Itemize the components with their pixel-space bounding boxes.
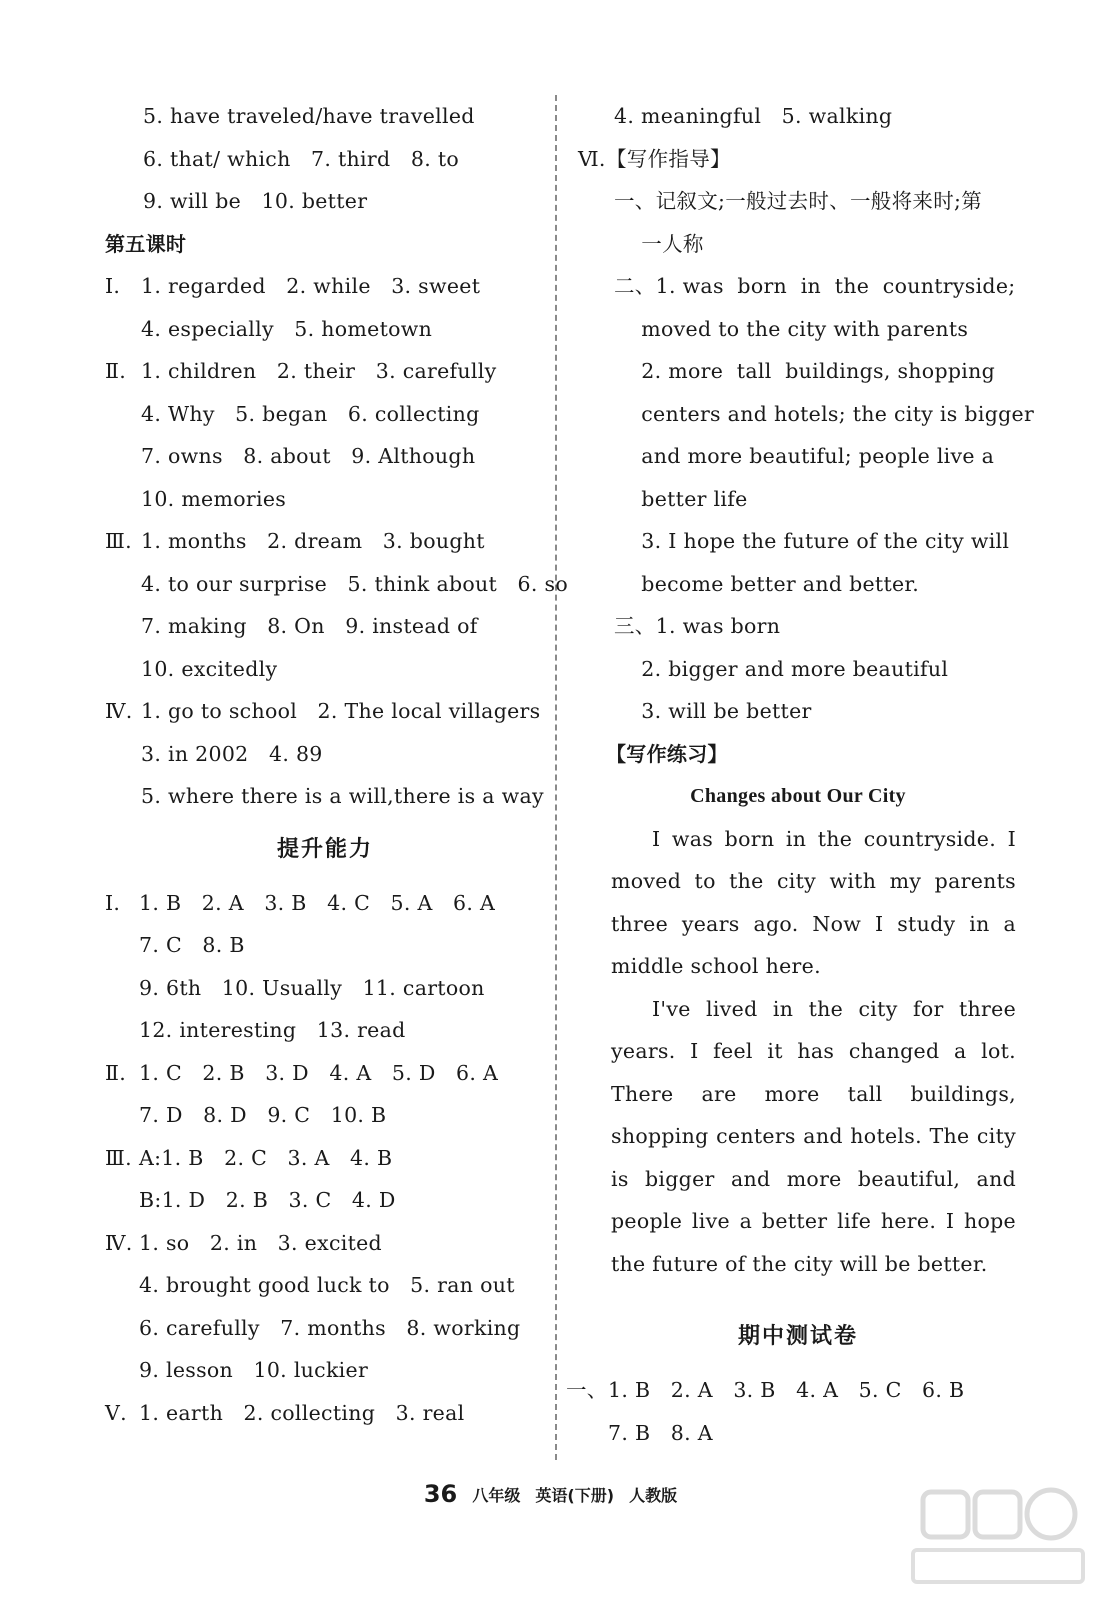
item-mark: Ⅱ. (105, 359, 127, 383)
left-lines-a (105, 95, 545, 223)
answer-line: B:1. D 2. B 3. C 4. D (139, 1188, 396, 1212)
answer-line: 12. interesting 13. read (139, 1018, 406, 1042)
answer-line: 9. 6th 10. Usually 11. cartoon (139, 975, 485, 1000)
answer-line: 6. that/ which 7. third 8. to (143, 146, 460, 171)
answer-line: 10. memories (141, 486, 287, 511)
answer-line: 4. especially 5. hometown (141, 316, 433, 341)
answer-line: 二、1. was born in the countryside; (614, 274, 1016, 298)
answer-line: 2. bigger and more beautiful (614, 656, 949, 681)
essay-title: Changes about Our City (690, 785, 906, 807)
left-lines-b (105, 265, 568, 818)
item-mark: Ⅰ. (105, 274, 121, 298)
answer-line: Ⅱ. 1. children 2. their 3. carefully (105, 350, 545, 393)
item-mark: Ⅵ. (578, 146, 606, 171)
answer-line: 3. will be better (614, 699, 812, 723)
writing-practice-heading: 【写作练习】 (606, 741, 728, 766)
item-mark: Ⅳ. (105, 699, 133, 723)
answer-line: 10. excitedly (141, 656, 278, 681)
answer-line: 3. in 2002 4. 89 (141, 741, 323, 766)
answer-line: 7. C 8. B (139, 933, 245, 957)
answer-line: become better and better. (614, 571, 920, 596)
answer-line: 5. where there is a will,there is a way (141, 784, 544, 808)
page-number: 36 (423, 1480, 458, 1508)
answer-line: Ⅲ. 1. months 2. dream 3. bought (105, 520, 545, 563)
item-mark: Ⅱ. (105, 1060, 127, 1085)
answer-line: moved to the city with parents (614, 316, 969, 341)
answer-line: 6. carefully 7. months 8. working (139, 1315, 521, 1340)
answer-line: 7. D 8. D 9. C 10. B (139, 1103, 387, 1127)
section-title-midterm: 期中测试卷 (737, 1324, 858, 1349)
answer-line: Ⅳ. 1. so 2. in 3. excited (105, 1222, 545, 1265)
right-column (566, 95, 1035, 1454)
answer-line: Ⅱ. 1. C 2. B 3. D 4. A 5. D 6. A (105, 1052, 545, 1095)
essay-paragraph-2: I've lived in the city for three years. I feel it has changed a lot. There are more tall buildings, shopping centers and hotels. The city is bigger and more beautiful, and people live a better life here. I hope the future of the city will be better. (611, 996, 1016, 1276)
answer-line: 3. I hope the future of the city will (614, 529, 1010, 553)
left-lines-c (105, 882, 545, 1435)
grade-label: 八年级 (472, 1485, 521, 1505)
answer-line: 4. to our surprise 5. think about 6. so (141, 571, 568, 596)
item-mark: Ⅰ. (105, 890, 121, 915)
answer-line: Ⅴ. 1. earth 2. collecting 3. real (105, 1392, 545, 1435)
item-mark: Ⅲ. (105, 529, 132, 553)
answer-line: 7. owns 8. about 9. Although (141, 444, 476, 468)
lesson-heading: 第五课时 (105, 231, 187, 256)
essay-paragraph-1: I was born in the countryside. I moved to the city with my parents three years ago. Now I study in a middle school here. (611, 826, 1016, 978)
answer-line: Ⅳ. 1. go to school 2. The local villagers (105, 690, 545, 733)
answer-line: 2. more tall buildings, shopping (614, 359, 996, 383)
answer-line: 9. lesson 10. luckier (139, 1358, 369, 1382)
answer-line: 4. meaningful 5. walking (614, 104, 893, 128)
answer-line: 一、记叙文;一般过去时、一般将来时;第 (614, 189, 983, 213)
answer-line: Ⅵ. 【写作指导】 (578, 138, 1018, 181)
section-title-improve: 提升能力 (276, 836, 373, 862)
answer-line: Ⅰ. 1. B 2. A 3. B 4. C 5. A 6. A (105, 882, 545, 925)
answer-line: 三、1. was born (614, 614, 781, 638)
answer-line: 4. Why 5. began 6. collecting (141, 401, 480, 426)
answer-line: Ⅲ. A:1. B 2. C 3. A 4. B (105, 1137, 545, 1180)
answer-line: and more beautiful; people live a (614, 444, 995, 468)
right-lines-a (578, 95, 1035, 775)
item-mark: Ⅲ. (105, 1145, 132, 1170)
answer-line: 7. B 8. A (608, 1420, 713, 1445)
subject-label: 英语(下册) (535, 1485, 615, 1505)
item-mark: Ⅳ. (105, 1230, 133, 1255)
answer-line: 一人称 (614, 231, 704, 256)
answer-line: better life (614, 486, 748, 511)
right-lines-b (566, 1369, 1018, 1454)
left-column (105, 95, 568, 1434)
answer-line: 7. making 8. On 9. instead of (141, 614, 478, 638)
watermark-logo-icon (903, 1482, 1093, 1592)
answer-line: centers and hotels; the city is bigger (614, 401, 1035, 426)
edition-label: 人教版 (629, 1485, 678, 1505)
item-mark: 一、 (566, 1378, 608, 1402)
item-mark: Ⅴ. (105, 1400, 127, 1425)
answer-line: Ⅰ. 1. regarded 2. while 3. sweet (105, 265, 545, 308)
answer-line: 5. have traveled/have travelled (143, 104, 475, 128)
column-divider (555, 95, 557, 1460)
answer-line: 4. brought good luck to 5. ran out (139, 1273, 515, 1297)
answer-line: 一、 1. B 2. A 3. B 4. A 5. C 6. B (566, 1369, 1018, 1412)
answer-line: 9. will be 10. better (143, 189, 368, 213)
